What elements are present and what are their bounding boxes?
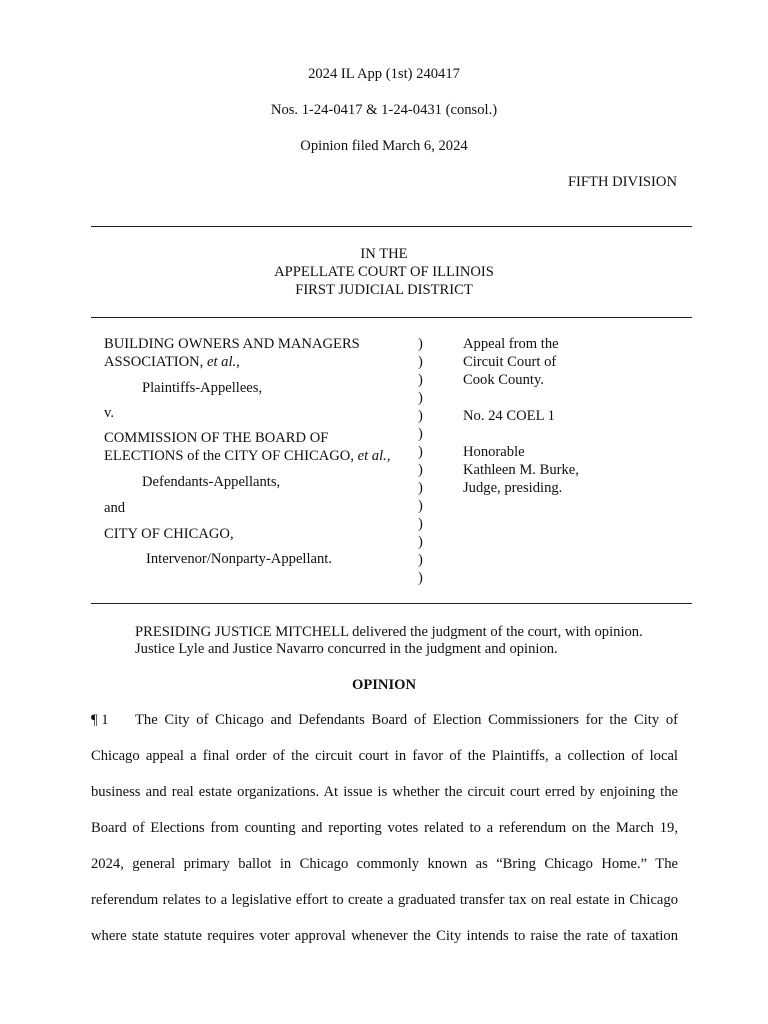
paren: ) xyxy=(418,516,423,532)
plaintiff-name-line-1: BUILDING OWNERS AND MANAGERS xyxy=(104,336,360,352)
paren: ) xyxy=(418,552,423,568)
and-conjunction: and xyxy=(104,500,126,516)
opinion-line: 2024, general primary ballot in Chicago commonly known as “Bring Chicago Home.” The xyxy=(91,856,678,872)
defendant-name-line-1: COMMISSION OF THE BOARD OF xyxy=(104,430,329,446)
paren: ) xyxy=(418,480,423,496)
opinion-line: Board of Elections from counting and reporting votes related to a referendum on the March 19, xyxy=(91,820,678,836)
opinion-heading: OPINION xyxy=(351,677,417,693)
paren: ) xyxy=(418,426,423,442)
caption-bottom-divider xyxy=(91,603,692,604)
paren: ) xyxy=(418,390,423,406)
opinion-line: where state statute requires voter approval whenever the City intends to raise the rate of taxation xyxy=(91,928,678,944)
court-line-1: IN THE xyxy=(360,246,408,262)
paren: ) xyxy=(418,498,423,514)
opinion-line: Chicago appeal a final order of the circuit court in favor of the Plaintiffs, a collection of local xyxy=(91,748,678,764)
paragraph-mark: ¶ 1 xyxy=(91,712,109,728)
defendant-role: Defendants-Appellants, xyxy=(142,474,281,490)
opinion-line: business and real estate organizations. At issue is whether the circuit court erred by enjoining the xyxy=(91,784,678,800)
plaintiff-role: Plaintiffs-Appellees, xyxy=(142,380,263,396)
appeal-line-2: Circuit Court of xyxy=(463,354,557,370)
defendant-name-line-2: ELECTIONS of the CITY OF CHICAGO, et al., xyxy=(104,448,391,464)
division-label: FIFTH DIVISION xyxy=(567,174,677,190)
appeal-line-3: Cook County. xyxy=(463,372,544,388)
paren: ) xyxy=(418,372,423,388)
paren: ) xyxy=(418,534,423,550)
trial-case-number: No. 24 COEL 1 xyxy=(463,408,555,424)
intervenor-name: CITY OF CHICAGO, xyxy=(104,526,234,542)
paren: ) xyxy=(418,408,423,424)
case-numbers: Nos. 1-24-0417 & 1-24-0431 (consol.) xyxy=(270,102,498,118)
paren: ) xyxy=(418,336,423,352)
judge-line-3: Judge, presiding. xyxy=(463,480,563,496)
appeal-line-1: Appeal from the xyxy=(463,336,559,352)
intervenor-role: Intervenor/Nonparty-Appellant. xyxy=(146,551,333,567)
opinion-line: referendum relates to a legislative effort to create a graduated transfer tax on real estate in Chicago xyxy=(91,892,678,908)
judgment-line-2: Justice Lyle and Justice Navarro concurred in the judgment and opinion. xyxy=(135,641,558,657)
court-line-3: FIRST JUDICIAL DISTRICT xyxy=(295,282,473,298)
caption-top-divider xyxy=(91,317,692,318)
court-line-2: APPELLATE COURT OF ILLINOIS xyxy=(274,264,494,280)
paren: ) xyxy=(418,354,423,370)
judge-line-2: Kathleen M. Burke, xyxy=(463,462,579,478)
plaintiff-name-line-2: ASSOCIATION, et al., xyxy=(104,354,240,370)
paren: ) xyxy=(418,462,423,478)
filed-date: Opinion filed March 6, 2024 xyxy=(300,138,468,154)
top-divider xyxy=(91,226,692,227)
judge-line-1: Honorable xyxy=(463,444,525,460)
paren: ) xyxy=(418,570,423,586)
versus: v. xyxy=(104,405,114,421)
case-citation: 2024 IL App (1st) 240417 xyxy=(308,66,460,82)
paren: ) xyxy=(418,444,423,460)
judgment-line-1: PRESIDING JUSTICE MITCHELL delivered the judgment of the court, with opinion. xyxy=(135,624,643,640)
opinion-line: The City of Chicago and Defendants Board of Election Commissioners for the City of xyxy=(135,712,678,728)
